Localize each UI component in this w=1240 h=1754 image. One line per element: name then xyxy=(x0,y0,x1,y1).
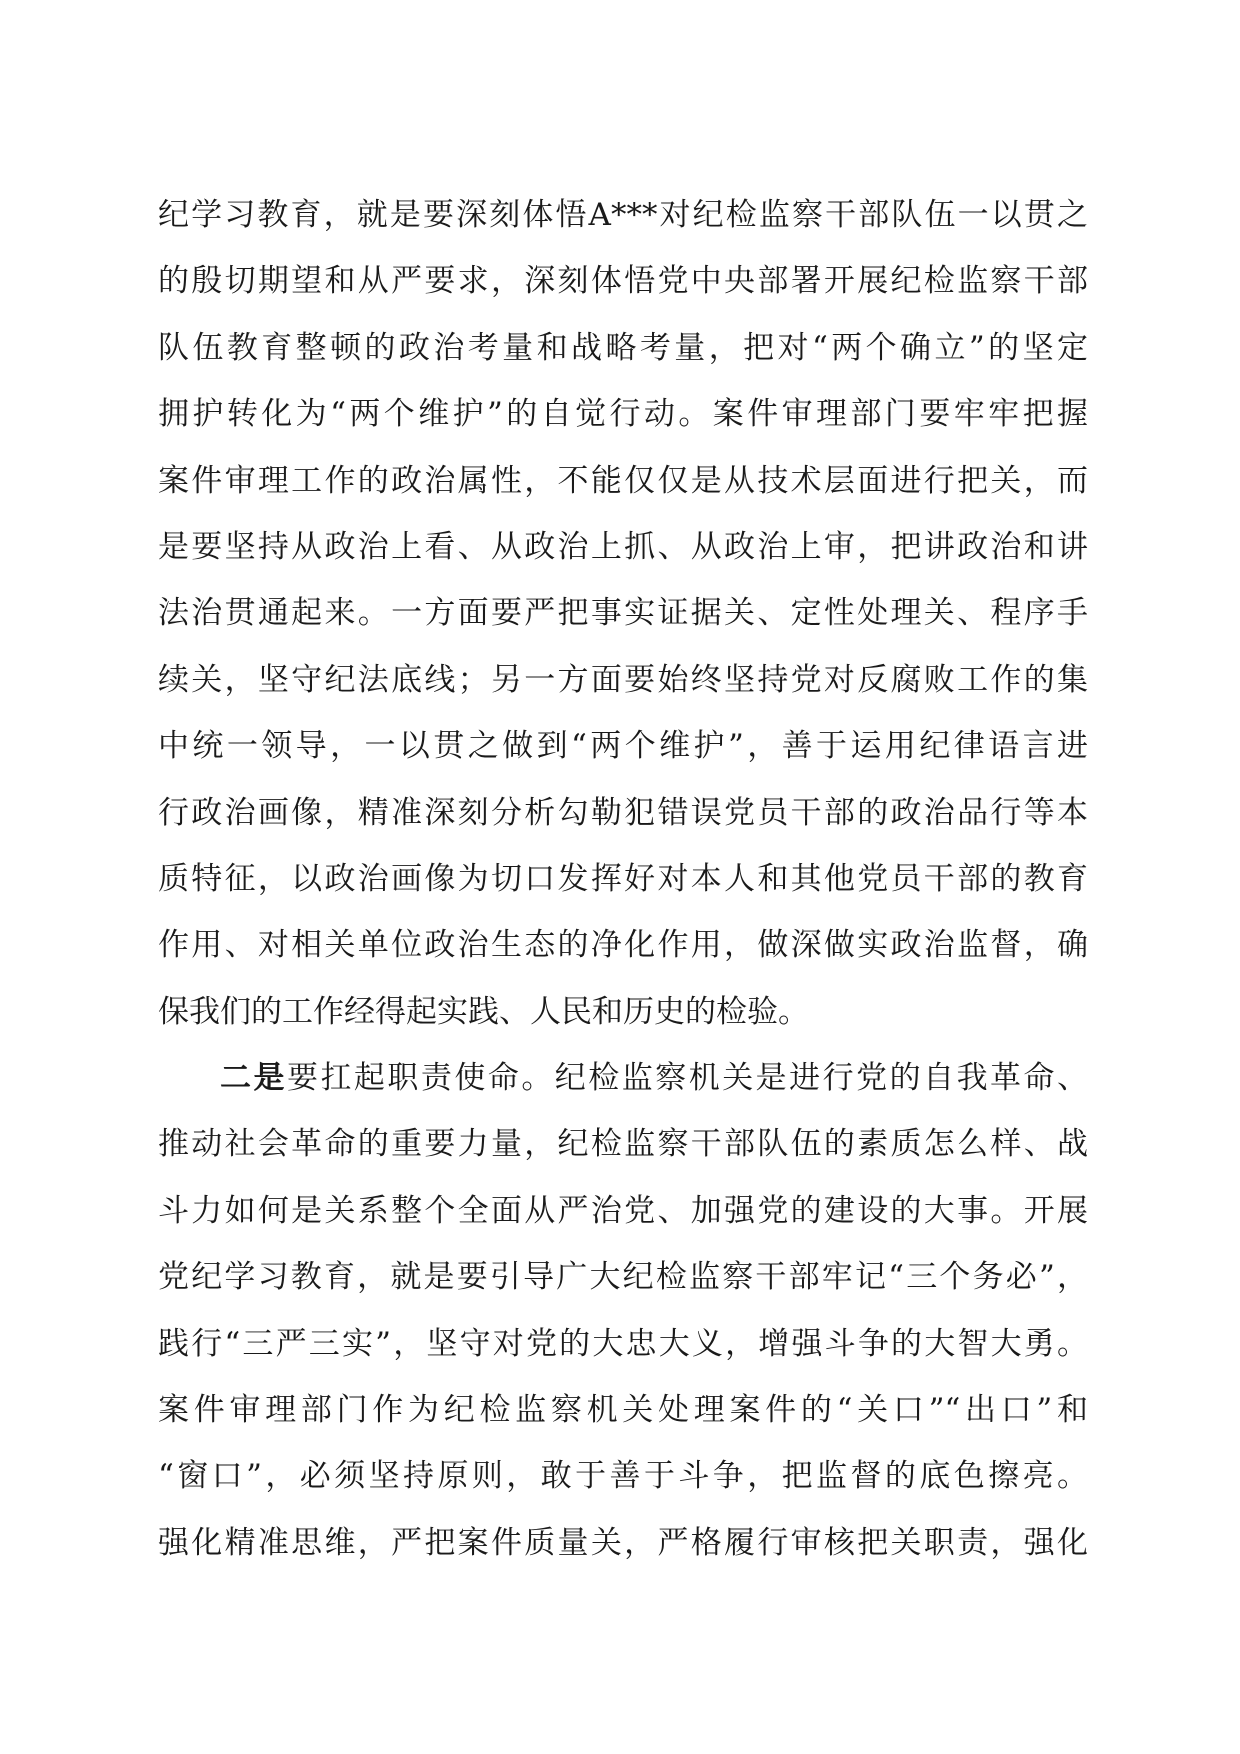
paragraph-1-line: 续关，坚守纪法底线；另一方面要始终坚持党对反腐败工作的集 xyxy=(158,661,1088,698)
paragraph-1-line: 纪学习教育，就是要深刻体悟A***对纪检监察干部队伍一以贯之 xyxy=(158,197,1088,233)
paragraph-2-first-line xyxy=(158,1045,1088,1111)
paragraph-1-line: 拥护转化为“两个维护”的自觉行动。案件审理部门要牢牢把握 xyxy=(158,396,1088,433)
paragraph-2-line: 案件审理部门作为纪检监察机关处理案件的“关口”“出口”和 xyxy=(158,1392,1088,1429)
paragraph-1-line: 行政治画像，精准深刻分析勾勒犯错误党员干部的政治品行等本 xyxy=(158,794,1088,831)
paragraph-2-lead: 二是 xyxy=(220,1060,287,1097)
paragraph-2-line: 强化精准思维，严把案件质量关，严格履行审核把关职责，强化 xyxy=(158,1524,1088,1561)
paragraph-1-line: 法治贯通起来。一方面要严把事实证据关、定性处理关、程序手 xyxy=(158,595,1088,632)
paragraph-1-line: 中统一领导，一以贯之做到“两个维护”，善于运用纪律语言进 xyxy=(158,728,1088,765)
paragraph-1-line: 是要坚持从政治上看、从政治上抓、从政治上审，把讲政治和讲 xyxy=(158,528,1088,565)
paragraph-1-line: 质特征，以政治画像为切口发挥好对本人和其他党员干部的教育 xyxy=(158,860,1088,897)
document-body xyxy=(158,182,1088,1576)
paragraph-2-line: 斗力如何是关系整个全面从严治党、加强党的建设的大事。开展 xyxy=(158,1192,1088,1229)
paragraph-1-line: 作用、对相关单位政治生态的净化作用，做深做实政治监督，确 xyxy=(158,927,1088,964)
paragraph-1-line: 案件审理工作的政治属性，不能仅仅是从技术层面进行把关，而 xyxy=(158,462,1088,499)
paragraph-1-last-line: 保我们的工作经得起实践、人民和历史的检验。 xyxy=(158,993,809,1030)
paragraph-2-line: “窗口”，必须坚持原则，敢于善于斗争，把监督的底色擦亮。 xyxy=(158,1458,1088,1495)
paragraph-1-line: 的殷切期望和从严要求，深刻体悟党中央部署开展纪检监察干部 xyxy=(158,263,1088,300)
paragraph-1-line: 队伍教育整顿的政治考量和战略考量，把对“两个确立”的坚定 xyxy=(158,329,1088,366)
paragraph-2-line: 推动社会革命的重要力量，纪检监察干部队伍的素质怎么样、战 xyxy=(158,1126,1088,1163)
paragraph-2-first-text: 要扛起职责使命。纪检监察机关是进行党的自我革命、 xyxy=(286,1060,1089,1097)
paragraph-2-line: 党纪学习教育，就是要引导广大纪检监察干部牢记“三个务必”， xyxy=(158,1259,1088,1296)
paragraph-2-line: 践行“三严三实”，坚守对党的大忠大义，增强斗争的大智大勇。 xyxy=(158,1325,1088,1362)
